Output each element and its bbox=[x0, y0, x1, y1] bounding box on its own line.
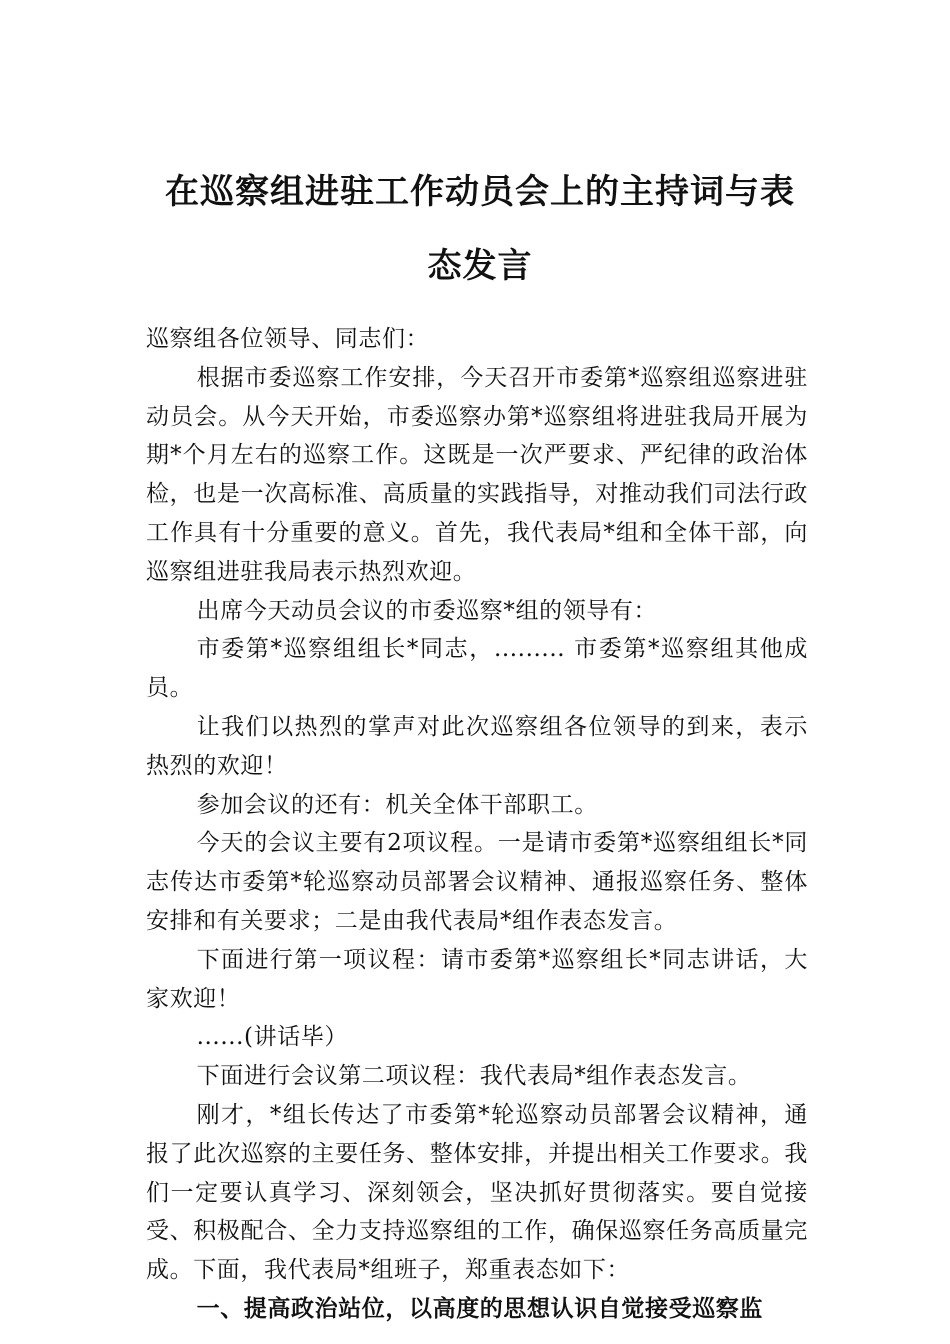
paragraph: 根据市委巡察工作安排，今天召开市委第*巡察组巡察进驻动员会。从今天开始，市委巡察办第*巡察组将进驻我局开展为期*个月左右的巡察工作。这既是一次严要求、严纪律的政治体检，也是一次高标准、高质量的实践指导，对推动我们司法行政工作具有十分重要的意义。首先，我代表局*组和全体干部，向巡察组进驻我局表示热烈欢迎。 bbox=[146, 364, 808, 585]
paragraph: ......(讲话毕） bbox=[196, 1024, 349, 1051]
section-heading: 一、提高政治站位，以高度的思想认识自觉接受巡察监 bbox=[196, 1295, 763, 1322]
document-title: 在巡察组进驻工作动员会上的主持词与表态发言 bbox=[165, 172, 795, 286]
paragraph: 市委第*巡察组组长*同志，......... 市委第*巡察组其他成员。 bbox=[146, 636, 808, 702]
document-body bbox=[146, 320, 808, 1329]
paragraph: 出席今天动员会议的市委巡察*组的领导有： bbox=[196, 597, 658, 624]
paragraph: 下面进行第一项议程：请市委第*巡察组长*同志讲话，大家欢迎！ bbox=[146, 946, 808, 1012]
paragraph: 让我们以热烈的掌声对此次巡察组各位领导的到来，表示热烈的欢迎！ bbox=[146, 713, 808, 779]
paragraph: 参加会议的还有：机关全体干部职工。 bbox=[196, 791, 598, 818]
salutation: 巡察组各位领导、同志们： bbox=[146, 326, 430, 352]
paragraph: 今天的会议主要有2项议程。一是请市委第*巡察组组长*同志传达市委第*轮巡察动员部署会议精神、通报巡察任务、整体安排和有关要求；二是由我代表局*组作表态发言。 bbox=[146, 830, 808, 934]
paragraph: 下面进行会议第二项议程：我代表局*组作表态发言。 bbox=[196, 1063, 752, 1090]
paragraph: 刚才，*组长传达了市委第*轮巡察动员部署会议精神，通报了此次巡察的主要任务、整体安排，并提出相关工作要求。我们一定要认真学习、深刻领会，坚决抓好贯彻落实。要自觉接受、积极配合、全力支持巡察组的工作，确保巡察任务高质量完成。下面，我代表局*组班子，郑重表态如下： bbox=[146, 1101, 808, 1284]
